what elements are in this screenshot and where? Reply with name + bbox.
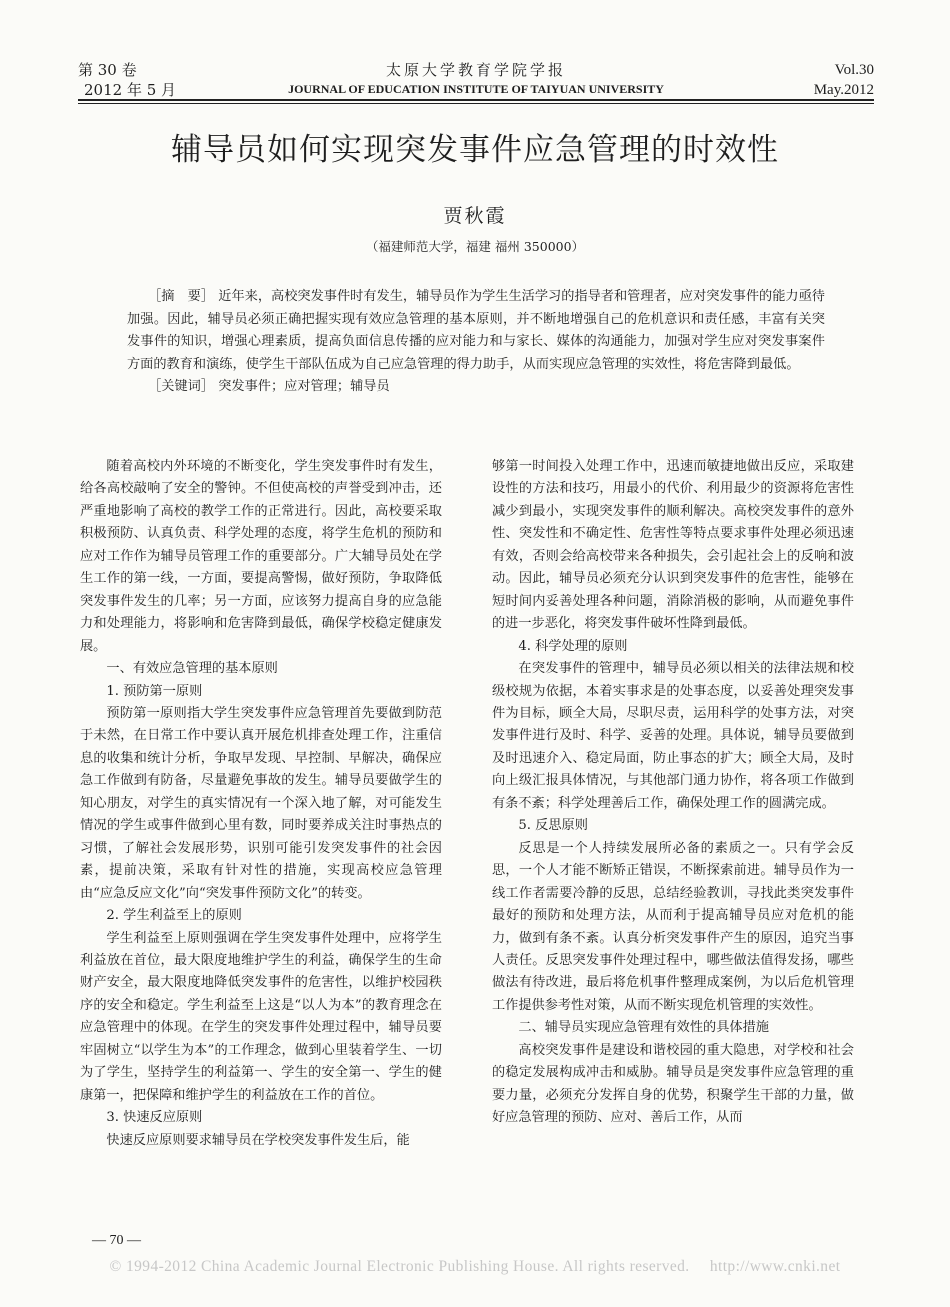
- paragraph: 随着高校内外环境的不断变化，学生突发事件时有发生，给各高校敲响了安全的警钟。不但使高校的声誉受到冲击，还严重地影响了高校的教学工作的正常进行。因此，高校要采取积极预防、认真负责、科学处理的态度，将学生危机的预防和应对工作作为辅导员管理工作的重要部分。广大辅导员处在学生工作的第一线，一方面，要提高警惕，做好预防，争取降低突发事件发生的几率；另一方面，应该努力提高自身的应急能力和处理能力，将影响和危害降到最低，确保学校稳定健康发展。: [80, 459, 442, 654]
- subsection-heading: 5. 反思原则: [518, 818, 588, 834]
- paragraph: 高校突发事件是建设和谐校园的重大隐患，对学校和社会的稳定发展构成冲击和威胁。辅导员是突发事件应急管理的重要力量，必须充分发挥自身的优势，积聚学生干部的力量，做好应急管理的预防、应对、善后工作，从而: [492, 1042, 854, 1126]
- volume-en: Vol.30: [834, 62, 874, 78]
- paragraph: 学生利益至上原则强调在学生突发事件处理中，应将学生利益放在首位，最大限度地维护学生的利益，确保学生的生命财产安全，最大限度地降低突发事件的危害性，以维护校园秩序的安全和稳定。学生利益至上这是“以人为本”的教育理念在应急管理中的体现。在学生的突发事件处理过程中，辅导员要牢固树立“以学生为本”的工作理念，做到心里装着学生、一切为了学生，坚持学生的利益第一、学生的安全第一、学生的健康第一，把保障和维护学生的利益放在工作的首位。: [80, 930, 442, 1103]
- footer-url: http://www.cnki.net: [709, 1258, 841, 1275]
- header-center: [78, 60, 874, 98]
- journal-name-cn: 太原大学教育学院学报: [385, 61, 566, 79]
- paragraph-continued: 够第一时间投入处理工作中，迅速而敏捷地做出反应，采取建设性的方法和技巧，用最小的代价、利用最少的资源将危害性减少到最小，实现突发事件的顺利解决。高校突发事件的意外性、突发性和不确定性、危害性等特点要求事件处理必须迅速有效，否则会给高校带来各种损失，会引起社会上的反响和波动。因此，辅导员必须充分认识到突发事件的危害性，能够在短时间内妥善处理各种问题，消除消极的影响，从而避免事件的进一步恶化，将突发事件破坏性降到最低。: [492, 459, 854, 632]
- volume-cn: 第 30 卷: [78, 61, 137, 79]
- subsection-heading: 3. 快速反应原则: [106, 1110, 203, 1126]
- subsection-heading: 4. 科学处理的原则: [518, 638, 628, 654]
- paragraph: 在突发事件的管理中，辅导员必须以相关的法律法规和校级校规为依据，本着实事求是的处事态度，以妥善处理突发事件为目标，顾全大局，尽职尽责，运用科学的处事方法，对突发事件进行及时、科学、妥善的处理。具体说，辅导员要做到及时迅速介入、稳定局面，防止事态的扩大；顾全大局，及时向上级汇报具体情况，与其他部门通力协作，将各项工作做到有条不紊；科学处理善后工作，确保处理工作的圆满完成。: [492, 661, 854, 811]
- abstract-paragraph: [127, 286, 825, 376]
- header-rule-thick: [78, 99, 874, 101]
- keywords-paragraph: [127, 376, 825, 399]
- paragraph: 反思是一个人持续发展所必备的素质之一。只有学会反思，一个人才能不断矫正错误，不断探索前进。辅导员作为一线工作者需要冷静的反思，总结经验教训，寻找此类突发事件最好的预防和处理方法，从而利于提高辅导员应对危机的能力，做到有条不紊。认真分析突发事件产生的原因，追究当事人责任。反思突发事件处理过程中，哪些做法值得发扬，哪些做法有待改进，最后将危机事件整理成案例，为以后危机管理工作提供参考性对策，从而不断实现危机管理的实效性。: [492, 840, 854, 1013]
- body-column-right: [492, 456, 854, 1216]
- subsection-heading: 1. 预防第一原则: [106, 683, 203, 699]
- article-title: 辅导员如何实现突发事件应急管理的时效性: [171, 132, 779, 168]
- keywords-text: 突发事件；应对管理；辅导员: [218, 379, 390, 394]
- abstract-text: 近年来，高校突发事件时有发生，辅导员作为学生生活学习的指导者和管理者，应对突发事件的能力亟待加强。因此，辅导员必须正确把握实现有效应急管理的基本原则，并不断地增强自己的危机意识和责任感，丰富有关突发事件的知识，增强心理素质，提高负面信息传播的应对能力和与家长、媒体的沟通能力，加强对学生应对突发事案件方面的教育和演练，使学生干部队伍成为自己应急管理的得力助手，从而实现应急管理的实效性，将危害降到最低。: [127, 289, 825, 372]
- section-heading: 一、有效应急管理的基本原则: [106, 661, 278, 677]
- copyright-footer: [0, 1256, 950, 1278]
- paragraph: 预防第一原则指大学生突发事件应急管理首先要做到防范于未然，在日常工作中要认真开展危机排查处理工作，注重信息的收集和统计分析，争取早发现、早控制、早解决，确保应急工作做到有防备，尽量避免事故的发生。辅导员要做学生的知心朋友，对学生的真实情况有一个深入地了解，对可能发生情况的学生或事件做到心里有数，同时要养成关注时事热点的习惯，了解社会发展形势，识别可能引发突发事件的社会因素，提前决策，采取有针对性的措施，实现高校应急管理由“应急反应文化”向“突发事件预防文化”的转变。: [80, 705, 442, 901]
- article-author: 贾秋霞: [443, 205, 507, 227]
- journal-name-en: JOURNAL OF EDUCATION INSTITUTE OF TAIYUAN UNIVERSITY: [288, 82, 664, 96]
- keywords-label: ［关键词］: [148, 379, 215, 394]
- abstract-label: ［摘 要］: [148, 289, 215, 304]
- header-rule-thin: [78, 103, 874, 104]
- journal-header: [78, 58, 874, 104]
- date-en: May.2012: [813, 82, 874, 98]
- body-column-left: [80, 456, 442, 1216]
- copyright-text: © 1994-2012 China Academic Journal Electronic Publishing House. All rights reserved.: [109, 1258, 690, 1275]
- paragraph: 快速反应原则要求辅导员在学校突发事件发生后，能: [106, 1132, 410, 1148]
- header-right: [814, 60, 874, 100]
- date-cn: 2012 年 5 月: [84, 81, 177, 99]
- subsection-heading: 2. 学生利益至上的原则: [106, 908, 242, 924]
- author-affiliation: （福建师范大学，福建 福州 350000）: [365, 239, 585, 254]
- abstract-block: [127, 286, 825, 399]
- section-heading: 二、辅导员实现应急管理有效性的具体措施: [518, 1020, 769, 1036]
- page-number: — 70 —: [92, 1233, 141, 1248]
